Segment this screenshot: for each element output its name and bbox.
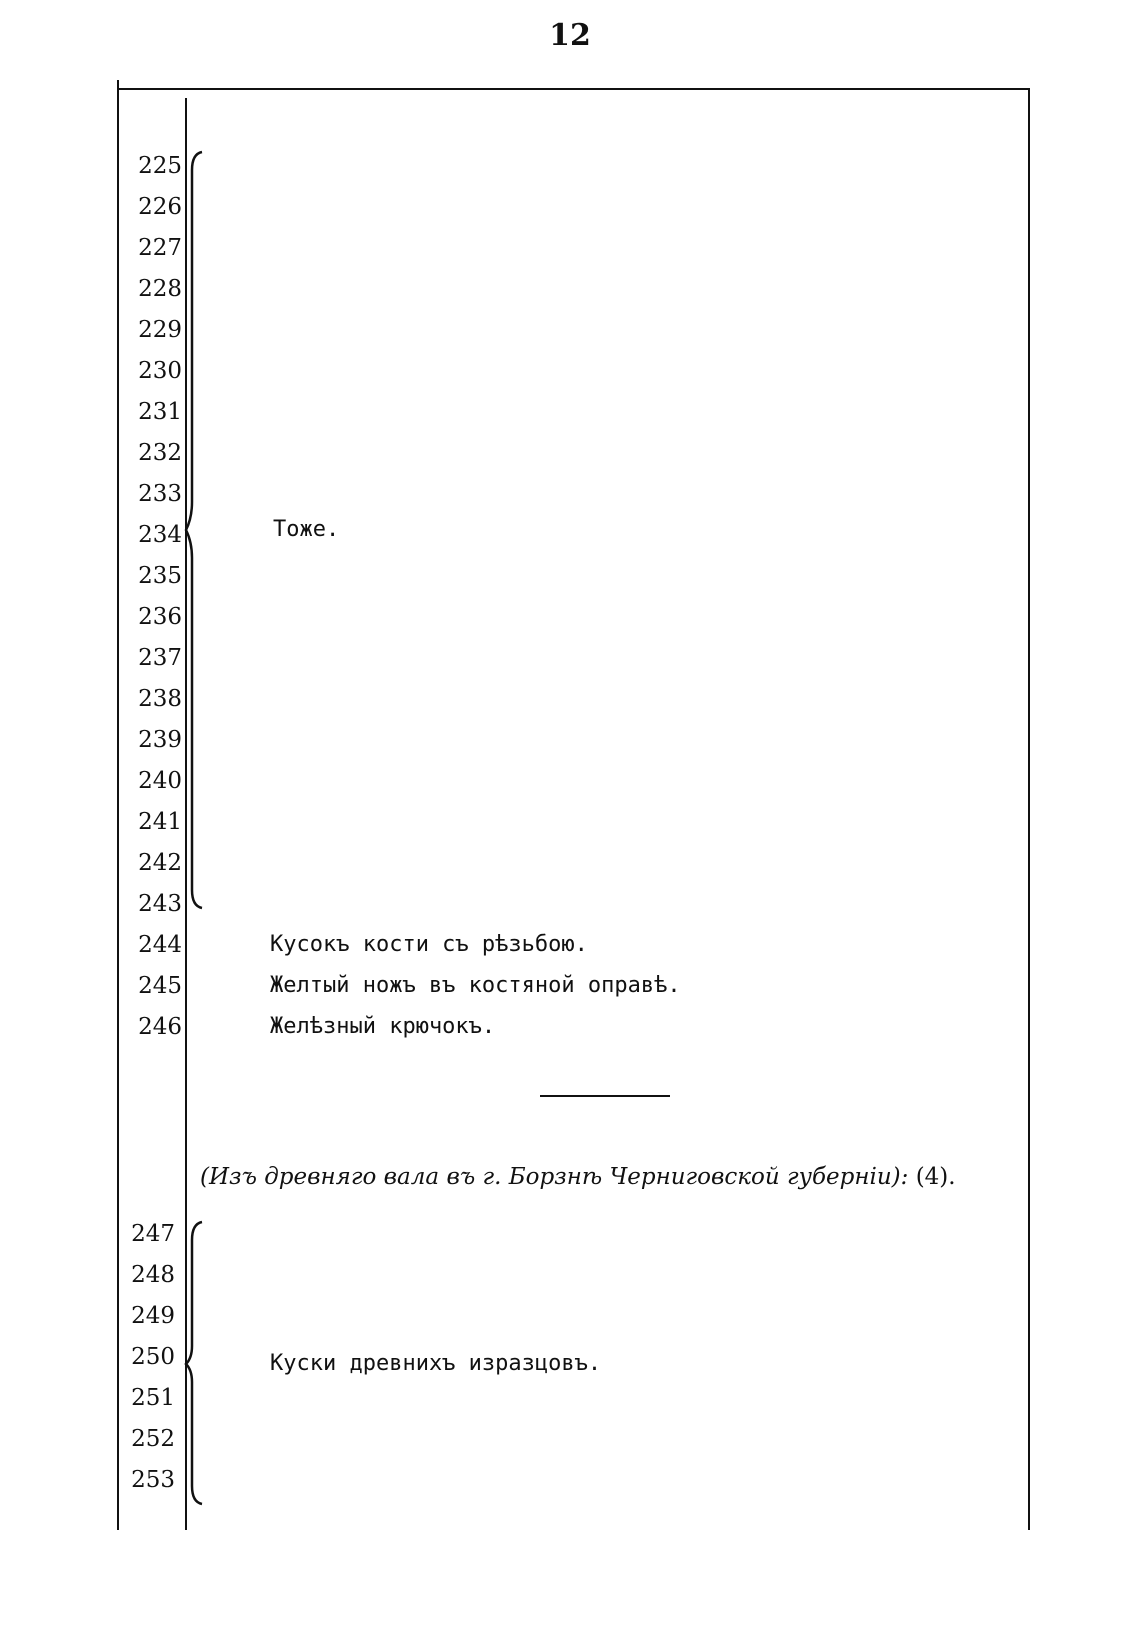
right-rule [1028,88,1030,1530]
top-rule [118,88,1030,90]
item-number: 230 [138,358,182,384]
section-heading-text: (Изъ древняго вала въ г. Борзнѣ Черниговской губерніи): [200,1164,909,1190]
item-number: 231 [138,399,182,425]
item-number: 229 [138,317,182,343]
group2-brace [188,1220,218,1510]
item-number: 244 [138,932,182,958]
item-number: 240 [138,768,182,794]
page-number: 12 [549,18,591,53]
item-number: 246 [138,1014,182,1040]
item-description: Желѣзный крючокъ. [270,1014,496,1039]
item-number: 242 [138,850,182,876]
item-number: 232 [138,440,182,466]
item-number: 247 [131,1221,175,1247]
footnote-ref: (4). [915,1164,956,1190]
item-number: 252 [131,1426,175,1452]
item-number: 249 [131,1303,175,1329]
item-number: 251 [131,1385,175,1411]
item-number: 237 [138,645,182,671]
item-number: 236 [138,604,182,630]
item-number: 234 [138,522,182,548]
item-number: 235 [138,563,182,589]
left-inner-rule [185,98,187,1530]
item-description: Желтый ножъ въ костяной оправѣ. [270,973,681,998]
item-number: 253 [131,1467,175,1493]
item-number: 250 [131,1344,175,1370]
item-number: 233 [138,481,182,507]
group1-brace [188,150,218,910]
section-divider [540,1095,670,1097]
section-heading [200,1164,956,1190]
group1-label: Тоже. [273,517,340,542]
item-number: 227 [138,235,182,261]
item-number: 228 [138,276,182,302]
item-number: 226 [138,194,182,220]
item-number: 238 [138,686,182,712]
item-number: 248 [131,1262,175,1288]
item-number: 241 [138,809,182,835]
item-number: 245 [138,973,182,999]
item-number: 225 [138,153,182,179]
item-number: 239 [138,727,182,753]
item-description: Кусокъ кости съ рѣзьбою. [270,932,588,957]
item-number: 243 [138,891,182,917]
group2-label: Куски древнихъ изразцовъ. [270,1351,602,1376]
